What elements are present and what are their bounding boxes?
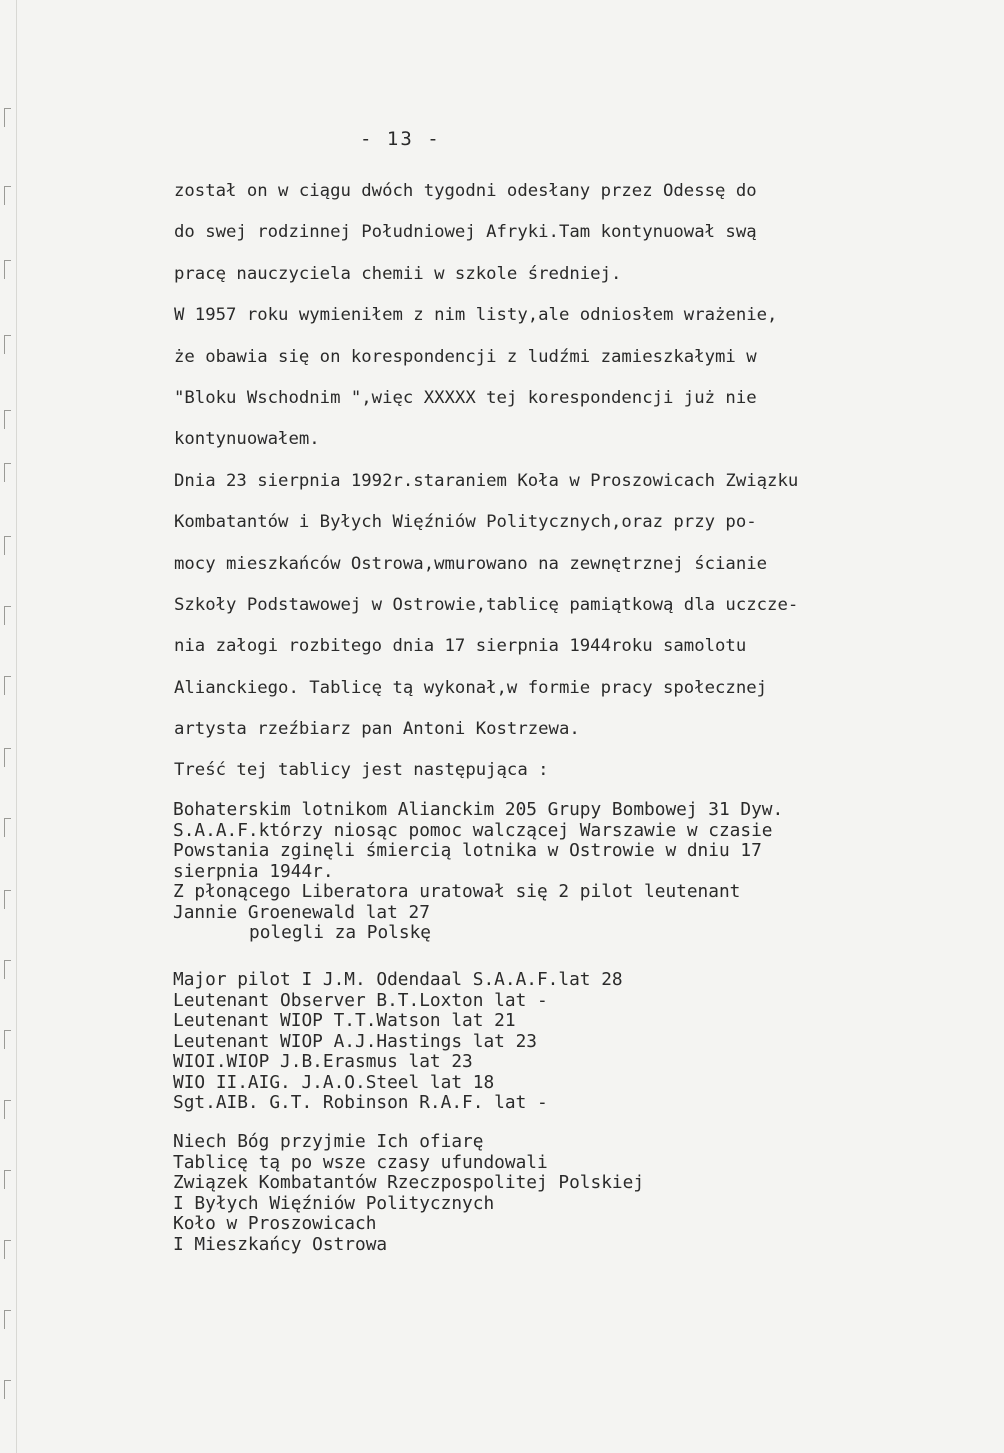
crew-member: Leutenant WIOP T.T.Watson lat 21 (173, 1010, 516, 1031)
inscription-line: Jannie Groenewald lat 27 (173, 901, 430, 923)
edge-mark (4, 676, 11, 695)
paper-left-edge (0, 0, 17, 1453)
edge-mark (4, 960, 11, 979)
edge-mark (4, 1380, 11, 1399)
inscription-line: polegli za Polskę (249, 922, 431, 943)
closing-line: Związek Kombatantów Rzeczpospolitej Polskiej (173, 1172, 645, 1193)
text-line: pracę nauczyciela chemii w szkole średniej. (174, 263, 622, 284)
text-line: "Bloku Wschodnim ",więc XXXXX tej korespondencji już nie (174, 387, 757, 408)
inscription-line: S.A.A.F.którzy niosąc pomoc walczącej Warszawie w czasie (173, 819, 773, 841)
edge-mark (4, 890, 11, 909)
main-text (174, 171, 974, 792)
closing-line: I Byłych Więźniów Politycznych (173, 1192, 495, 1214)
edge-mark (4, 463, 11, 482)
edge-mark (4, 1310, 11, 1329)
text-line: Kombatantów i Byłych Więźniów Politycznych,oraz przy po- (174, 512, 757, 533)
edge-mark (4, 606, 11, 625)
text-line: został on w ciągu dwóch tygodni odesłany przez Odessę do (174, 181, 757, 201)
inscription-line: Powstania zginęli śmiercią lotnika w Ostrowie w dniu 17 (173, 840, 762, 861)
closing-line: Koło w Proszowicach (173, 1213, 377, 1234)
edge-mark (4, 1240, 11, 1259)
crew-member: WIOI.WIOP J.B.Erasmus lat 23 (173, 1051, 473, 1072)
edge-mark (4, 186, 11, 205)
text-line: Treść tej tablicy jest następująca : (174, 760, 549, 781)
edge-mark (4, 818, 11, 837)
text-line: kontynuowałem. (174, 429, 320, 450)
crew-member: Major pilot I J.M. Odendaal S.A.A.F.lat 28 (173, 969, 623, 990)
text-line: że obawia się on korespondencji z ludźmi zamieszkałymi w (174, 346, 757, 367)
closing-line: Tablicę tą po wsze czasy ufundowali (173, 1151, 548, 1173)
closing-line: I Mieszkańcy Ostrowa (173, 1233, 388, 1255)
edge-mark (4, 536, 11, 555)
plaque-inscription (173, 800, 973, 944)
text-line: Szkoły Podstawowej w Ostrowie,tablicę pamiątkową dla uczcze- (174, 594, 799, 615)
text-line: do swej rodzinnej Południowej Afryki.Tam kontynuował swą (174, 222, 757, 243)
closing-line: Niech Bóg przyjmie Ich ofiarę (173, 1131, 484, 1152)
edge-mark (4, 1030, 11, 1049)
edge-mark (4, 260, 11, 279)
text-line: nia załogi rozbitego dnia 17 sierpnia 1944roku samolotu (174, 636, 747, 657)
edge-mark (4, 748, 11, 767)
plaque-closing (173, 1132, 973, 1255)
page-number: - 13 - (360, 128, 441, 150)
text-line: mocy mieszkańców Ostrowa,wmurowano na zewnętrznej ścianie (174, 553, 768, 574)
text-line: Alianckiego. Tablicę tą wykonał,w formie pracy społecznej (174, 677, 768, 698)
edge-mark (4, 335, 11, 354)
edge-mark (4, 410, 11, 429)
text-line: W 1957 roku wymieniłem z nim listy,ale odniosłem wrażenie, (174, 305, 778, 326)
edge-mark (4, 1170, 11, 1189)
inscription-line: sierpnia 1944r. (173, 860, 334, 882)
inscription-line: Z płonącego Liberatora uratował się 2 pilot leutenant (173, 881, 741, 902)
crew-member: WIO II.AIG. J.A.O.Steel lat 18 (173, 1071, 495, 1093)
edge-mark (4, 1100, 11, 1119)
text-line: Dnia 23 sierpnia 1992r.staraniem Koła w Proszowicach Związku (174, 470, 799, 491)
crew-member: Leutenant WIOP A.J.Hastings lat 23 (173, 1030, 537, 1052)
inscription-line: Bohaterskim lotnikom Alianckim 205 Grupy Bombowej 31 Dyw. (173, 799, 784, 820)
crew-list (173, 970, 973, 1114)
edge-mark (4, 108, 11, 127)
text-line: artysta rzeźbiarz pan Antoni Kostrzewa. (174, 719, 580, 740)
crew-member: Sgt.AIB. G.T. Robinson R.A.F. lat - (173, 1092, 548, 1113)
crew-member: Leutenant Observer B.T.Loxton lat - (173, 989, 548, 1011)
